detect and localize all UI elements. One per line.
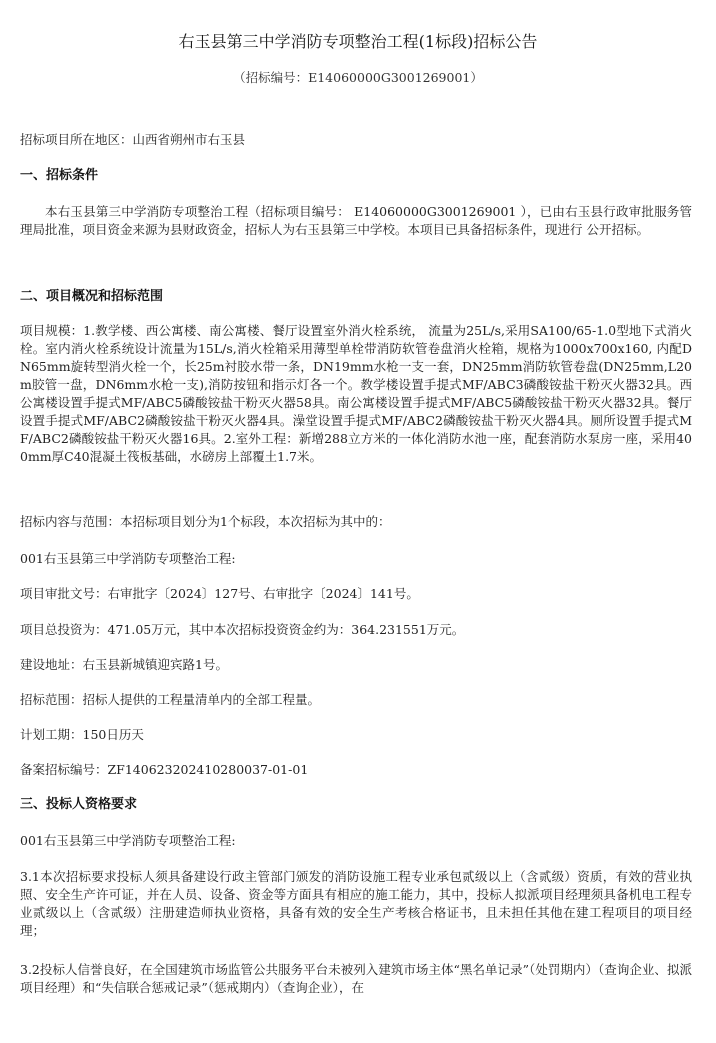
project-region: 招标项目所在地区：山西省朔州市右玉县 bbox=[20, 132, 246, 147]
lot-name: 001右玉县第三中学消防专项整治工程: bbox=[20, 551, 236, 566]
total-investment: 项目总投资为：471.05万元，其中本次招标投资资金约为：364.231551万元。 bbox=[20, 622, 465, 637]
notice-title: 右玉县第三中学消防专项整治工程(1标段)招标公告 bbox=[178, 32, 538, 51]
project-scale-text: 项目规模：1.教学楼、西公寓楼、南公寓楼、餐厅设置室外消火栓系统， 流量为25L/s,采用SA100/65-1.0型地下式消火栓。室内消火栓系统设计流量为15L/s,消火栓箱采用薄型单栓带消防软管卷盘消火栓箱，规格为1000x700x160, 内配DN65mm旋转型消火栓一个，长25m衬胶水带一条，DN19mm水枪一支一套，DN25mm消防软管卷盘(DN25mm,L20m胶管一盘，DN6mm水枪一支),消防按钮和指示灯各一个。教学楼设置手提式MF/ABC3磷酸铵盐干粉灭火器32具。西公寓楼设置手提式MF/ABC5磷酸铵盐干粉灭火器58具。南公寓楼设置手提式MF/ABC5磷酸铵盐干粉灭火器32具。餐厅设置手提式MF/ABC2磷酸铵盐干粉灭火器4具。澡堂设置手提式MF/ABC2磷酸铵盐干粉灭火器4具。厕所设置手提式MF/ABC2磷酸铵盐干粉灭火器16具。2.室外工程：新增288立方米的一体化消防水池一座，配套消防水泵房一座，采用400mm厚C40混凝土筏板基础，水磅房上部覆土1.7米。 bbox=[20, 323, 692, 464]
requirement-3-2: 3.2投标人信誉良好，在全国建筑市场监管公共服务平台未被列入建筑市场主体“黑名单记录”（处罚期内）（查询企业、拟派项目经理）和“失信联合惩戒记录”（惩戒期内）（查询企业），在 bbox=[20, 962, 692, 995]
construction-address: 建设地址：右玉县新城镇迎宾路1号。 bbox=[20, 657, 228, 672]
section-heading-bidding-conditions: 一、招标条件 bbox=[20, 168, 99, 183]
bidding-conditions-text: 本右玉县第三中学消防专项整治工程（招标项目编号： E14060000G3001269001 ），已由右玉县行政审批服务管理局批准，项目资金来源为县财政资金，招标人为右玉县第三中学校。本项目已具备招标条件，现进行 公开招标。 bbox=[20, 204, 692, 237]
planned-duration: 计划工期：150日历天 bbox=[20, 727, 144, 742]
tender-range: 招标范围：招标人提供的工程量清单内的全部工程量。 bbox=[20, 692, 321, 707]
tender-code: （招标编号：E14060000G3001269001） bbox=[233, 70, 483, 85]
requirement-3-1: 3.1本次招标要求投标人须具备建设行政主管部门颁发的消防设施工程专业承包贰级以上（含贰级）资质，有效的营业执照、安全生产许可证，并在人员、设备、资金等方面具有相应的施工能力，其中，投标人拟派项目经理须具备机电工程专业贰级以上（含贰级）注册建造师执业资格，具备有效的安全生产考核合格证书，且未担任其他在建工程项目的项目经理； bbox=[20, 869, 692, 938]
qualification-lot-name: 001右玉县第三中学消防专项整治工程: bbox=[20, 833, 236, 848]
scope-intro: 招标内容与范围：本招标项目划分为1个标段，本次招标为其中的： bbox=[20, 514, 391, 529]
record-tender-number: 备案招标编号：ZF140623202410280037-01-01 bbox=[20, 762, 309, 777]
section-heading-bidder-qualification: 三、投标人资格要求 bbox=[20, 797, 138, 812]
section-heading-project-overview: 二、项目概况和招标范围 bbox=[20, 289, 164, 304]
approval-number: 项目审批文号：右审批字〔2024〕127号、右审批字〔2024〕141号。 bbox=[20, 586, 419, 601]
